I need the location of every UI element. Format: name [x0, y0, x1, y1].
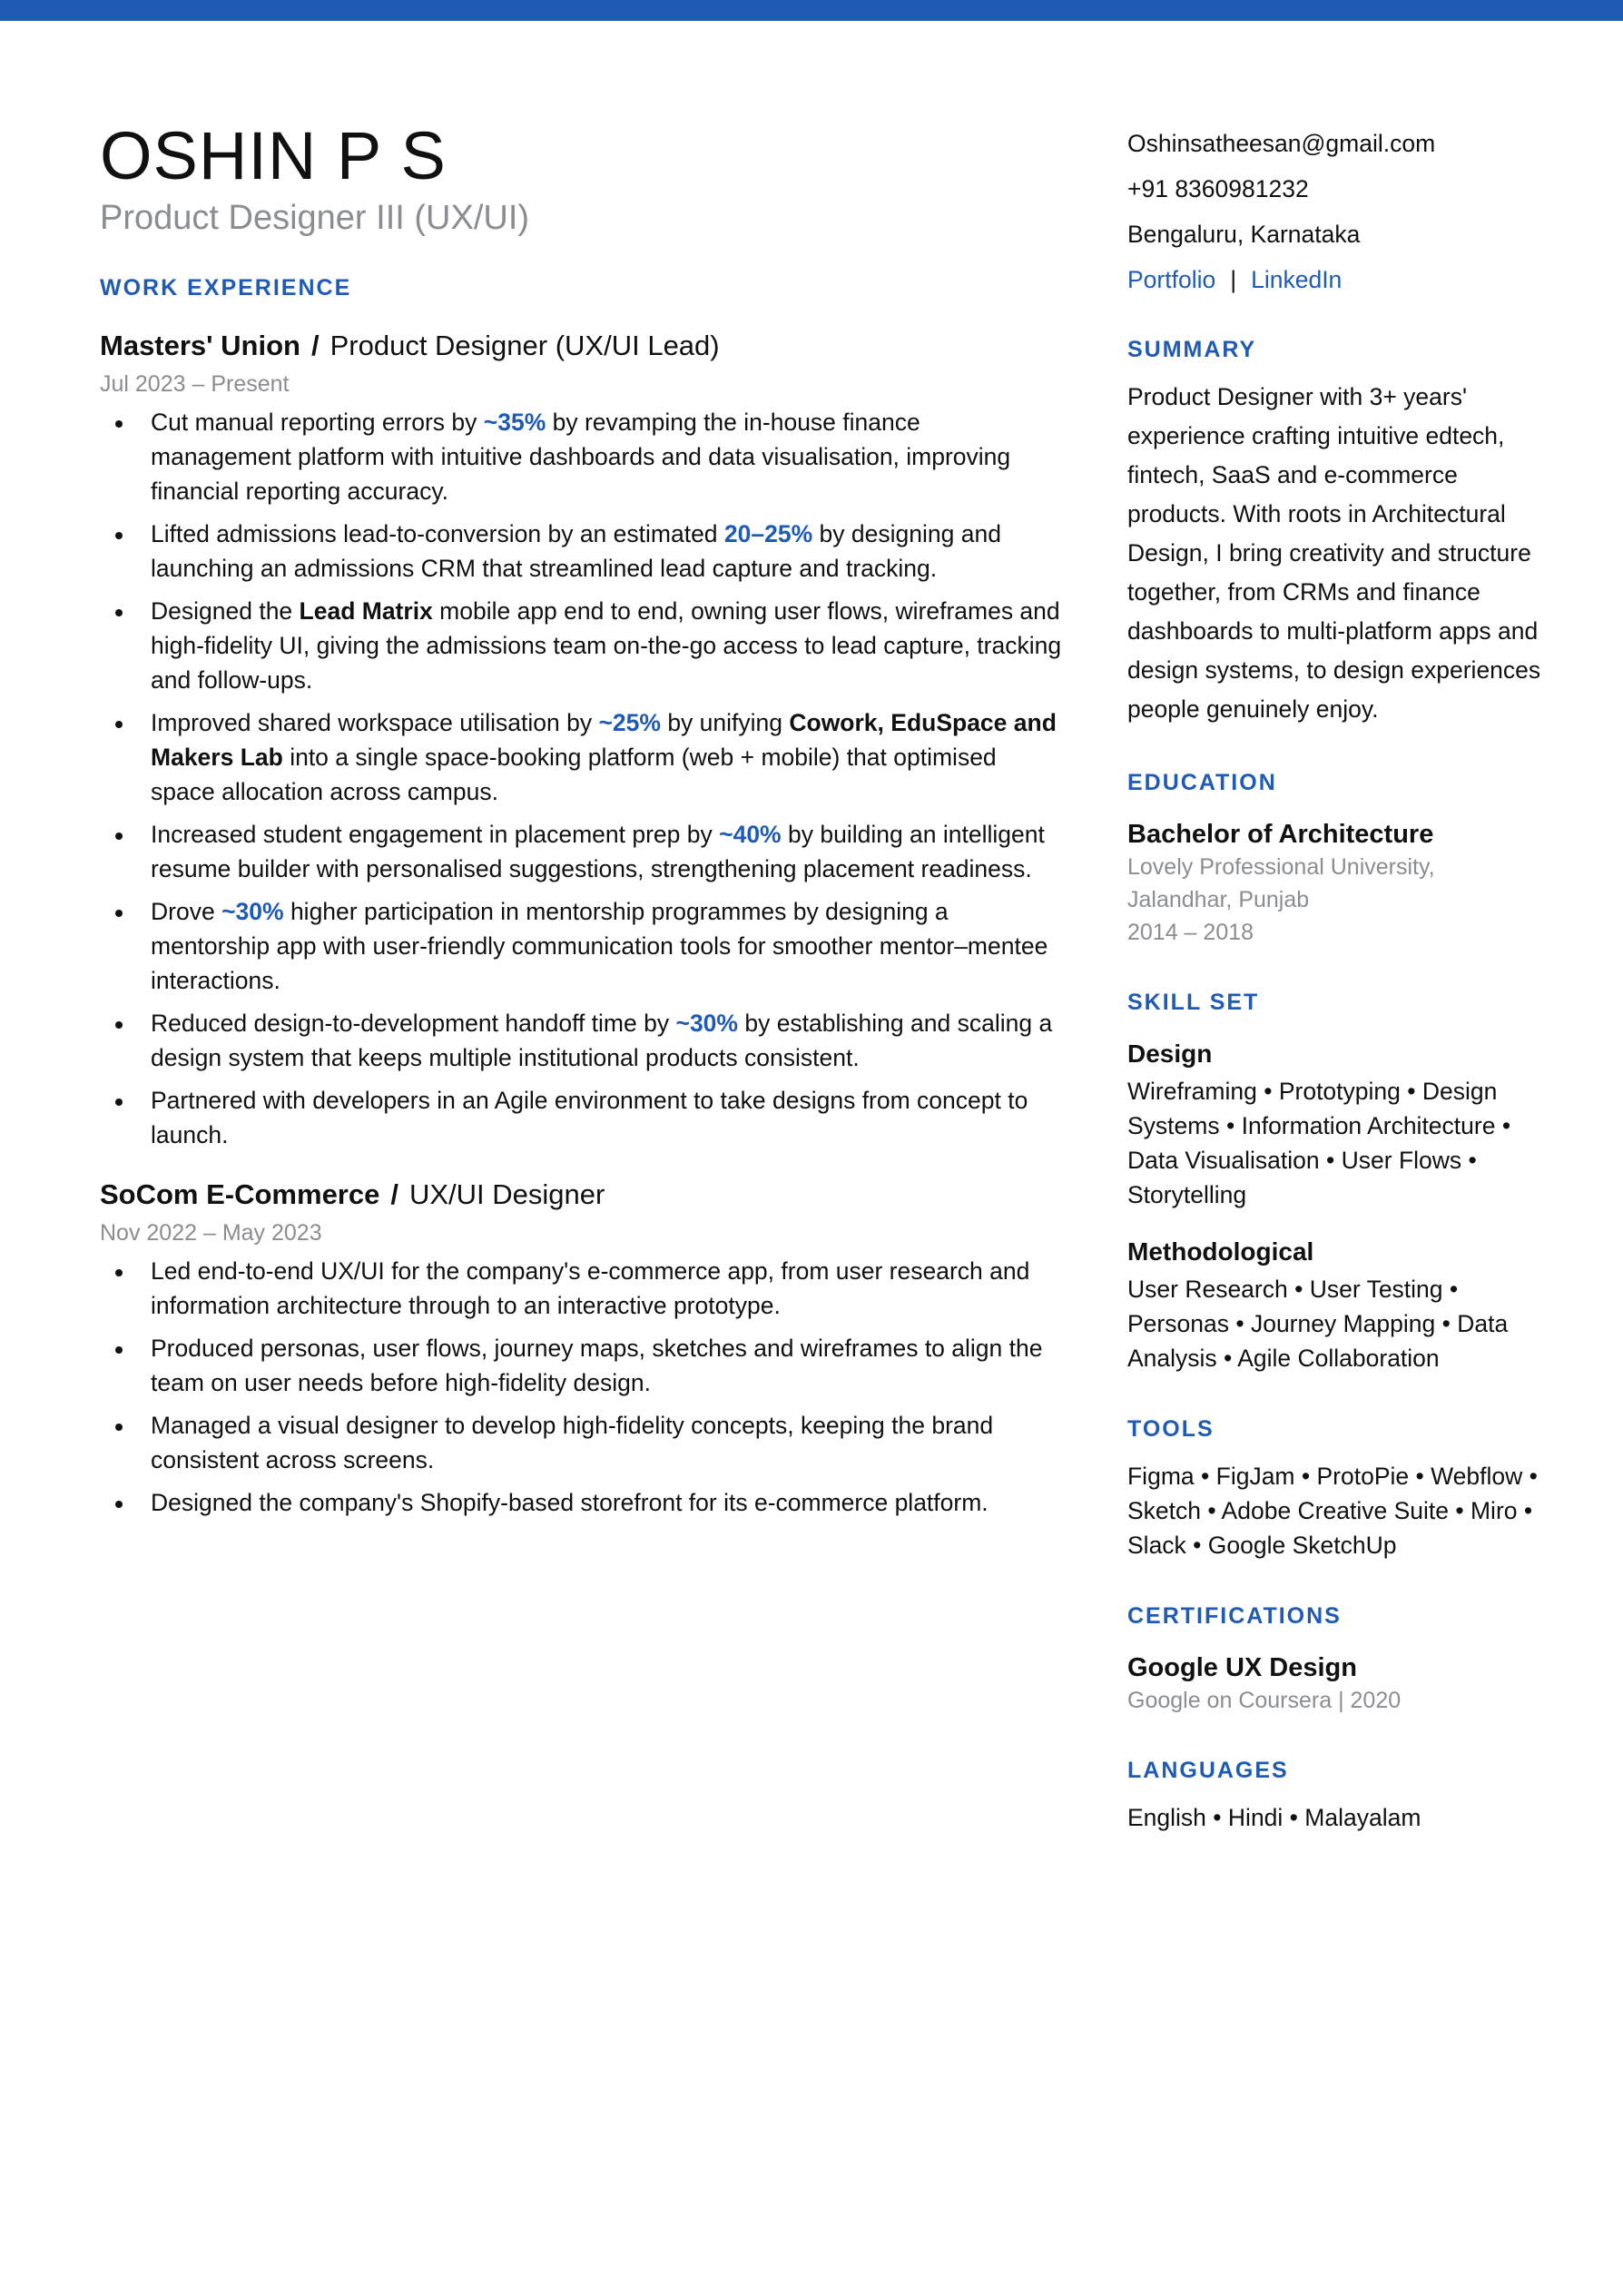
education-degree: Bachelor of Architecture [1127, 820, 1434, 849]
section-heading-languages: LANGUAGES [1127, 1758, 1289, 1783]
bullet-item [100, 1485, 1067, 1520]
bullet-dot-icon [115, 833, 123, 840]
metric-highlight: ~25% [598, 709, 661, 736]
bullet-item [100, 894, 1067, 998]
languages-list: English • Hindi • Malayalam [1127, 1804, 1421, 1831]
candidate-name: OSHIN P S [100, 118, 447, 193]
section-heading-tools: TOOLS [1127, 1416, 1215, 1442]
job-entry [100, 1178, 1067, 1520]
contact-email[interactable]: Oshinsatheesan@gmail.com [1127, 130, 1436, 157]
certification-name: Google UX Design [1127, 1653, 1357, 1682]
bullet-dot-icon [115, 1346, 123, 1354]
bullet-text: by unifying [660, 709, 790, 736]
certification-issuer: Google on Coursera | 2020 [1127, 1688, 1402, 1713]
bullet-dot-icon [115, 1269, 123, 1276]
job-heading [100, 329, 1067, 363]
link-separator: | [1230, 266, 1237, 293]
bullet-item [100, 517, 1067, 586]
bullet-text: by establishing and scaling a design system that keeps multiple institutional products consistent. [151, 1010, 1053, 1071]
bold-text: Cowork, EduSpace and Makers Lab [151, 709, 1057, 771]
bullet-item [100, 405, 1067, 508]
bullet-text: higher participation in mentorship programmes by designing a mentorship app with user-friendly communication tools for smoother mentor–mentee interactions. [151, 898, 1048, 994]
bullet-text: Cut manual reporting errors by [151, 409, 484, 436]
job-separator: / [310, 330, 320, 361]
bullet-text: Reduced design-to-development handoff time by [151, 1010, 676, 1037]
job-bullet-list [100, 1254, 1067, 1520]
section-heading-summary: SUMMARY [1127, 337, 1257, 362]
contact-links [1127, 263, 1545, 296]
job-role: Product Designer (UX/UI Lead) [330, 330, 720, 361]
right-column [1127, 127, 1545, 1835]
candidate-title: Product Designer III (UX/UI) [100, 199, 530, 237]
metric-highlight: ~40% [719, 821, 782, 848]
bullet-text: Improved shared workspace utilisation by [151, 709, 599, 736]
bullet-text: mobile app end to end, owning user flows, wireframes and high-fidelity UI, giving the admissions team on-the-go access to lead capture, tracking and follow-ups. [151, 597, 1062, 694]
education-years: 2014 – 2018 [1127, 920, 1254, 945]
bullet-dot-icon [115, 1021, 123, 1029]
contact-location: Bengaluru, Karnataka [1127, 221, 1361, 248]
bullet-text: Led end-to-end UX/UI for the company's e-commerce app, from user research and information architecture through to an interactive prototype. [151, 1257, 1030, 1319]
section-heading-skills: SKILL SET [1127, 990, 1260, 1015]
education-school: Lovely Professional University, Jalandhar, Punjab [1127, 854, 1435, 912]
skill-group-heading: Design [1127, 1040, 1213, 1068]
section-heading-education: EDUCATION [1127, 770, 1277, 795]
bullet-dot-icon [115, 609, 123, 616]
job-bullet-list [100, 405, 1067, 1152]
section-heading-work: WORK EXPERIENCE [100, 275, 352, 301]
tools-list: Figma • FigJam • ProtoPie • Webflow • Sketch • Adobe Creative Suite • Miro • Slack • Google SketchUp [1127, 1463, 1538, 1559]
bullet-dot-icon [115, 1424, 123, 1431]
metric-highlight: 20–25% [723, 520, 813, 547]
bullet-item [100, 1254, 1067, 1323]
bullet-text: by revamping the in-house finance management platform with intuitive dashboards and data visualisation, improving financial reporting accuracy. [151, 409, 1011, 505]
bold-text: Lead Matrix [299, 597, 433, 625]
portfolio-link[interactable]: Portfolio [1127, 266, 1216, 293]
bullet-text: by building an intelligent resume builder with personalised suggestions, strengthening placement readiness. [151, 821, 1045, 882]
job-dates: Jul 2023 – Present [100, 371, 290, 397]
metric-highlight: ~30% [675, 1010, 738, 1037]
top-accent-bar [0, 0, 1623, 21]
bullet-text: by designing and launching an admissions CRM that streamlined lead capture and tracking. [151, 520, 1001, 582]
bullet-text: Partnered with developers in an Agile environment to take designs from concept to launch. [151, 1087, 1028, 1148]
bullet-text: Produced personas, user flows, journey maps, sketches and wireframes to align the team on user needs before high-fidelity design. [151, 1335, 1043, 1396]
job-heading [100, 1178, 1067, 1212]
bullet-dot-icon [115, 420, 123, 428]
job-company: Masters' Union [100, 330, 300, 361]
bullet-text: Managed a visual designer to develop high-fidelity concepts, keeping the brand consistent across screens. [151, 1412, 994, 1473]
bullet-dot-icon [115, 1501, 123, 1508]
contact-phone[interactable]: +91 8360981232 [1127, 175, 1309, 202]
skill-group-text: User Research • User Testing • Personas • Journey Mapping • Data Analysis • Agile Collaboration [1127, 1276, 1509, 1372]
bullet-item [100, 594, 1067, 697]
bullet-item [100, 1006, 1067, 1075]
linkedin-link[interactable]: LinkedIn [1251, 266, 1343, 293]
bullet-item [100, 1408, 1067, 1477]
bullet-text: Drove [151, 898, 222, 925]
bullet-item [100, 1083, 1067, 1152]
job-role: UX/UI Designer [408, 1178, 605, 1210]
bullet-text: Designed the company's Shopify-based storefront for its e-commerce platform. [151, 1489, 989, 1516]
bullet-item [100, 817, 1067, 886]
bullet-text: Increased student engagement in placement prep by [151, 821, 720, 848]
bullet-dot-icon [115, 721, 123, 728]
bullet-text: into a single space-booking platform (web + mobile) that optimised space allocation across campus. [151, 744, 997, 805]
bullet-text: Lifted admissions lead-to-conversion by an estimated [151, 520, 724, 547]
metric-highlight: ~35% [483, 409, 546, 436]
summary-text: Product Designer with 3+ years' experience crafting intuitive edtech, fintech, SaaS and e-commerce products. With roots in Architectural Design, I bring creativity and structure together, from CRMs and finance dashboards to multi-platform apps and design systems, to design experiences people genuinely enjoy. [1127, 383, 1541, 723]
metric-highlight: ~30% [221, 898, 284, 925]
skill-group-heading: Methodological [1127, 1237, 1314, 1266]
job-separator: / [390, 1178, 398, 1210]
job-company: SoCom E-Commerce [100, 1178, 380, 1210]
job-entry [100, 329, 1067, 1152]
job-dates: Nov 2022 – May 2023 [100, 1220, 322, 1246]
bullet-item [100, 705, 1067, 809]
bullet-dot-icon [115, 532, 123, 539]
left-column [100, 116, 1067, 1528]
bullet-text: Designed the [151, 597, 300, 625]
bullet-dot-icon [115, 910, 123, 917]
bullet-dot-icon [115, 1099, 123, 1106]
bullet-item [100, 1331, 1067, 1400]
section-heading-certifications: CERTIFICATIONS [1127, 1603, 1342, 1629]
skill-group-text: Wireframing • Prototyping • Design Systems • Information Architecture • Data Visualisation • User Flows • Storytelling [1127, 1078, 1511, 1208]
